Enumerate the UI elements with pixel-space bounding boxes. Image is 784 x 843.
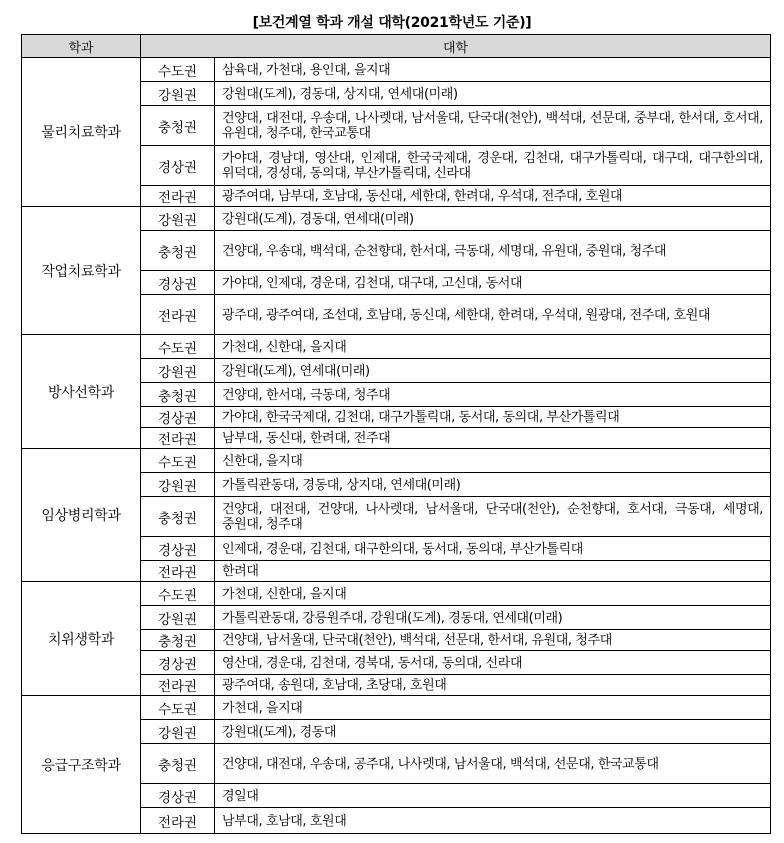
department-name: 작업치료학과: [22, 207, 141, 335]
university-list: 가천대, 신한대, 을지대: [215, 335, 771, 359]
region-name: 강원권: [141, 82, 215, 106]
university-list: 건양대, 우송대, 백석대, 순천향대, 한서대, 극동대, 세명대, 유원대, 중원대, 청주대: [215, 231, 771, 271]
table-row: [22, 449, 771, 473]
university-list: 강원대(도계), 경동대: [215, 720, 771, 744]
university-list: 광주여대, 남부대, 호남대, 동신대, 세한대, 한려대, 우석대, 전주대, 호원대: [215, 186, 771, 207]
university-list: 영산대, 경운대, 김천대, 경북대, 동서대, 동의대, 신라대: [215, 651, 771, 675]
region-name: 수도권: [141, 449, 215, 473]
university-list: 신한대, 을지대: [215, 449, 771, 473]
region-name: 전라권: [141, 561, 215, 582]
department-name: 임상병리학과: [22, 449, 141, 582]
table-body: [22, 58, 771, 834]
university-list: 가야대, 인제대, 경운대, 김천대, 대구대, 고신대, 동서대: [215, 271, 771, 295]
header-dept: 학과: [22, 35, 141, 58]
region-name: 전라권: [141, 295, 215, 335]
university-list: 가천대, 신한대, 을지대: [215, 582, 771, 606]
region-name: 경상권: [141, 146, 215, 186]
header-univ: 대학: [141, 35, 771, 58]
region-name: 전라권: [141, 428, 215, 449]
university-list: 가천대, 을지대: [215, 696, 771, 720]
department-name: 물리치료학과: [22, 58, 141, 207]
region-name: 충청권: [141, 630, 215, 651]
university-list: 가야대, 한국국제대, 김천대, 대구가톨릭대, 동서대, 동의대, 부산가톨릭대: [215, 407, 771, 428]
university-list: 건양대, 대전대, 우송대, 공주대, 나사렛대, 남서울대, 백석대, 선문대, 한국교통대: [215, 744, 771, 784]
region-name: 경상권: [141, 784, 215, 808]
region-name: 전라권: [141, 186, 215, 207]
table-row: [22, 335, 771, 359]
university-list: 강원대(도계), 경동대, 상지대, 연세대(미래): [215, 82, 771, 106]
university-list: 가야대, 경남대, 영산대, 인제대, 한국국제대, 경운대, 김천대, 대구가톨릭대, 대구대, 대구한의대, 위덕대, 경성대, 동의대, 부산가톨릭대, 신라대: [215, 146, 771, 186]
university-list: 삼육대, 가천대, 용인대, 을지대: [215, 58, 771, 82]
university-list: 한려대: [215, 561, 771, 582]
university-list: 남부대, 호남대, 호원대: [215, 808, 771, 834]
department-name: 응급구조학과: [22, 696, 141, 834]
region-name: 충청권: [141, 106, 215, 146]
region-name: 수도권: [141, 58, 215, 82]
region-name: 강원권: [141, 207, 215, 231]
university-list: 광주대, 광주여대, 조선대, 호남대, 동신대, 세한대, 한려대, 우석대, 원광대, 전주대, 호원대: [215, 295, 771, 335]
region-name: 강원권: [141, 606, 215, 630]
university-list: 경일대: [215, 784, 771, 808]
university-list: 남부대, 동신대, 한려대, 전주대: [215, 428, 771, 449]
university-list: 가톨릭관동대, 경동대, 상지대, 연세대(미래): [215, 473, 771, 497]
region-name: 전라권: [141, 808, 215, 834]
university-list: 건양대, 대전대, 건양대, 나사렛대, 남서울대, 단국대(천안), 순천향대, 호서대, 극동대, 세명대, 중원대, 청주대: [215, 497, 771, 537]
region-name: 경상권: [141, 407, 215, 428]
region-name: 수도권: [141, 582, 215, 606]
region-name: 경상권: [141, 271, 215, 295]
university-list: 건양대, 한서대, 극동대, 청주대: [215, 383, 771, 407]
region-name: 강원권: [141, 720, 215, 744]
region-name: 전라권: [141, 675, 215, 696]
department-name: 치위생학과: [22, 582, 141, 696]
table-row: [22, 582, 771, 606]
region-name: 충청권: [141, 497, 215, 537]
region-name: 수도권: [141, 335, 215, 359]
region-name: 경상권: [141, 537, 215, 561]
region-name: 강원권: [141, 359, 215, 383]
university-list: 건양대, 대전대, 우송대, 나사렛대, 남서울대, 단국대(천안), 백석대, 선문대, 중부대, 한서대, 호서대, 유원대, 청주대, 한국교통대: [215, 106, 771, 146]
region-name: 경상권: [141, 651, 215, 675]
university-list: 인제대, 경운대, 김천대, 대구한의대, 동서대, 동의대, 부산가톨릭대: [215, 537, 771, 561]
header-row: [22, 35, 771, 58]
table-row: [22, 207, 771, 231]
university-list: 강원대(도계), 경동대, 연세대(미래): [215, 207, 771, 231]
university-list: 건양대, 남서울대, 단국대(천안), 백석대, 선문대, 한서대, 유원대, 청주대: [215, 630, 771, 651]
university-list: 광주여대, 송원대, 호남대, 초당대, 호원대: [215, 675, 771, 696]
table-row: [22, 58, 771, 82]
region-name: 충청권: [141, 231, 215, 271]
region-name: 충청권: [141, 383, 215, 407]
university-list: 강원대(도계), 연세대(미래): [215, 359, 771, 383]
university-list: 가톨릭관동대, 강릉원주대, 강원대(도계), 경동대, 연세대(미래): [215, 606, 771, 630]
region-name: 수도권: [141, 696, 215, 720]
region-name: 강원권: [141, 473, 215, 497]
region-name: 충청권: [141, 744, 215, 784]
university-table: [21, 34, 771, 834]
department-name: 방사선학과: [22, 335, 141, 449]
page-title: [보건계열 학과 개설 대학(2021학년도 기준)]: [252, 15, 532, 31]
table-row: [22, 696, 771, 720]
